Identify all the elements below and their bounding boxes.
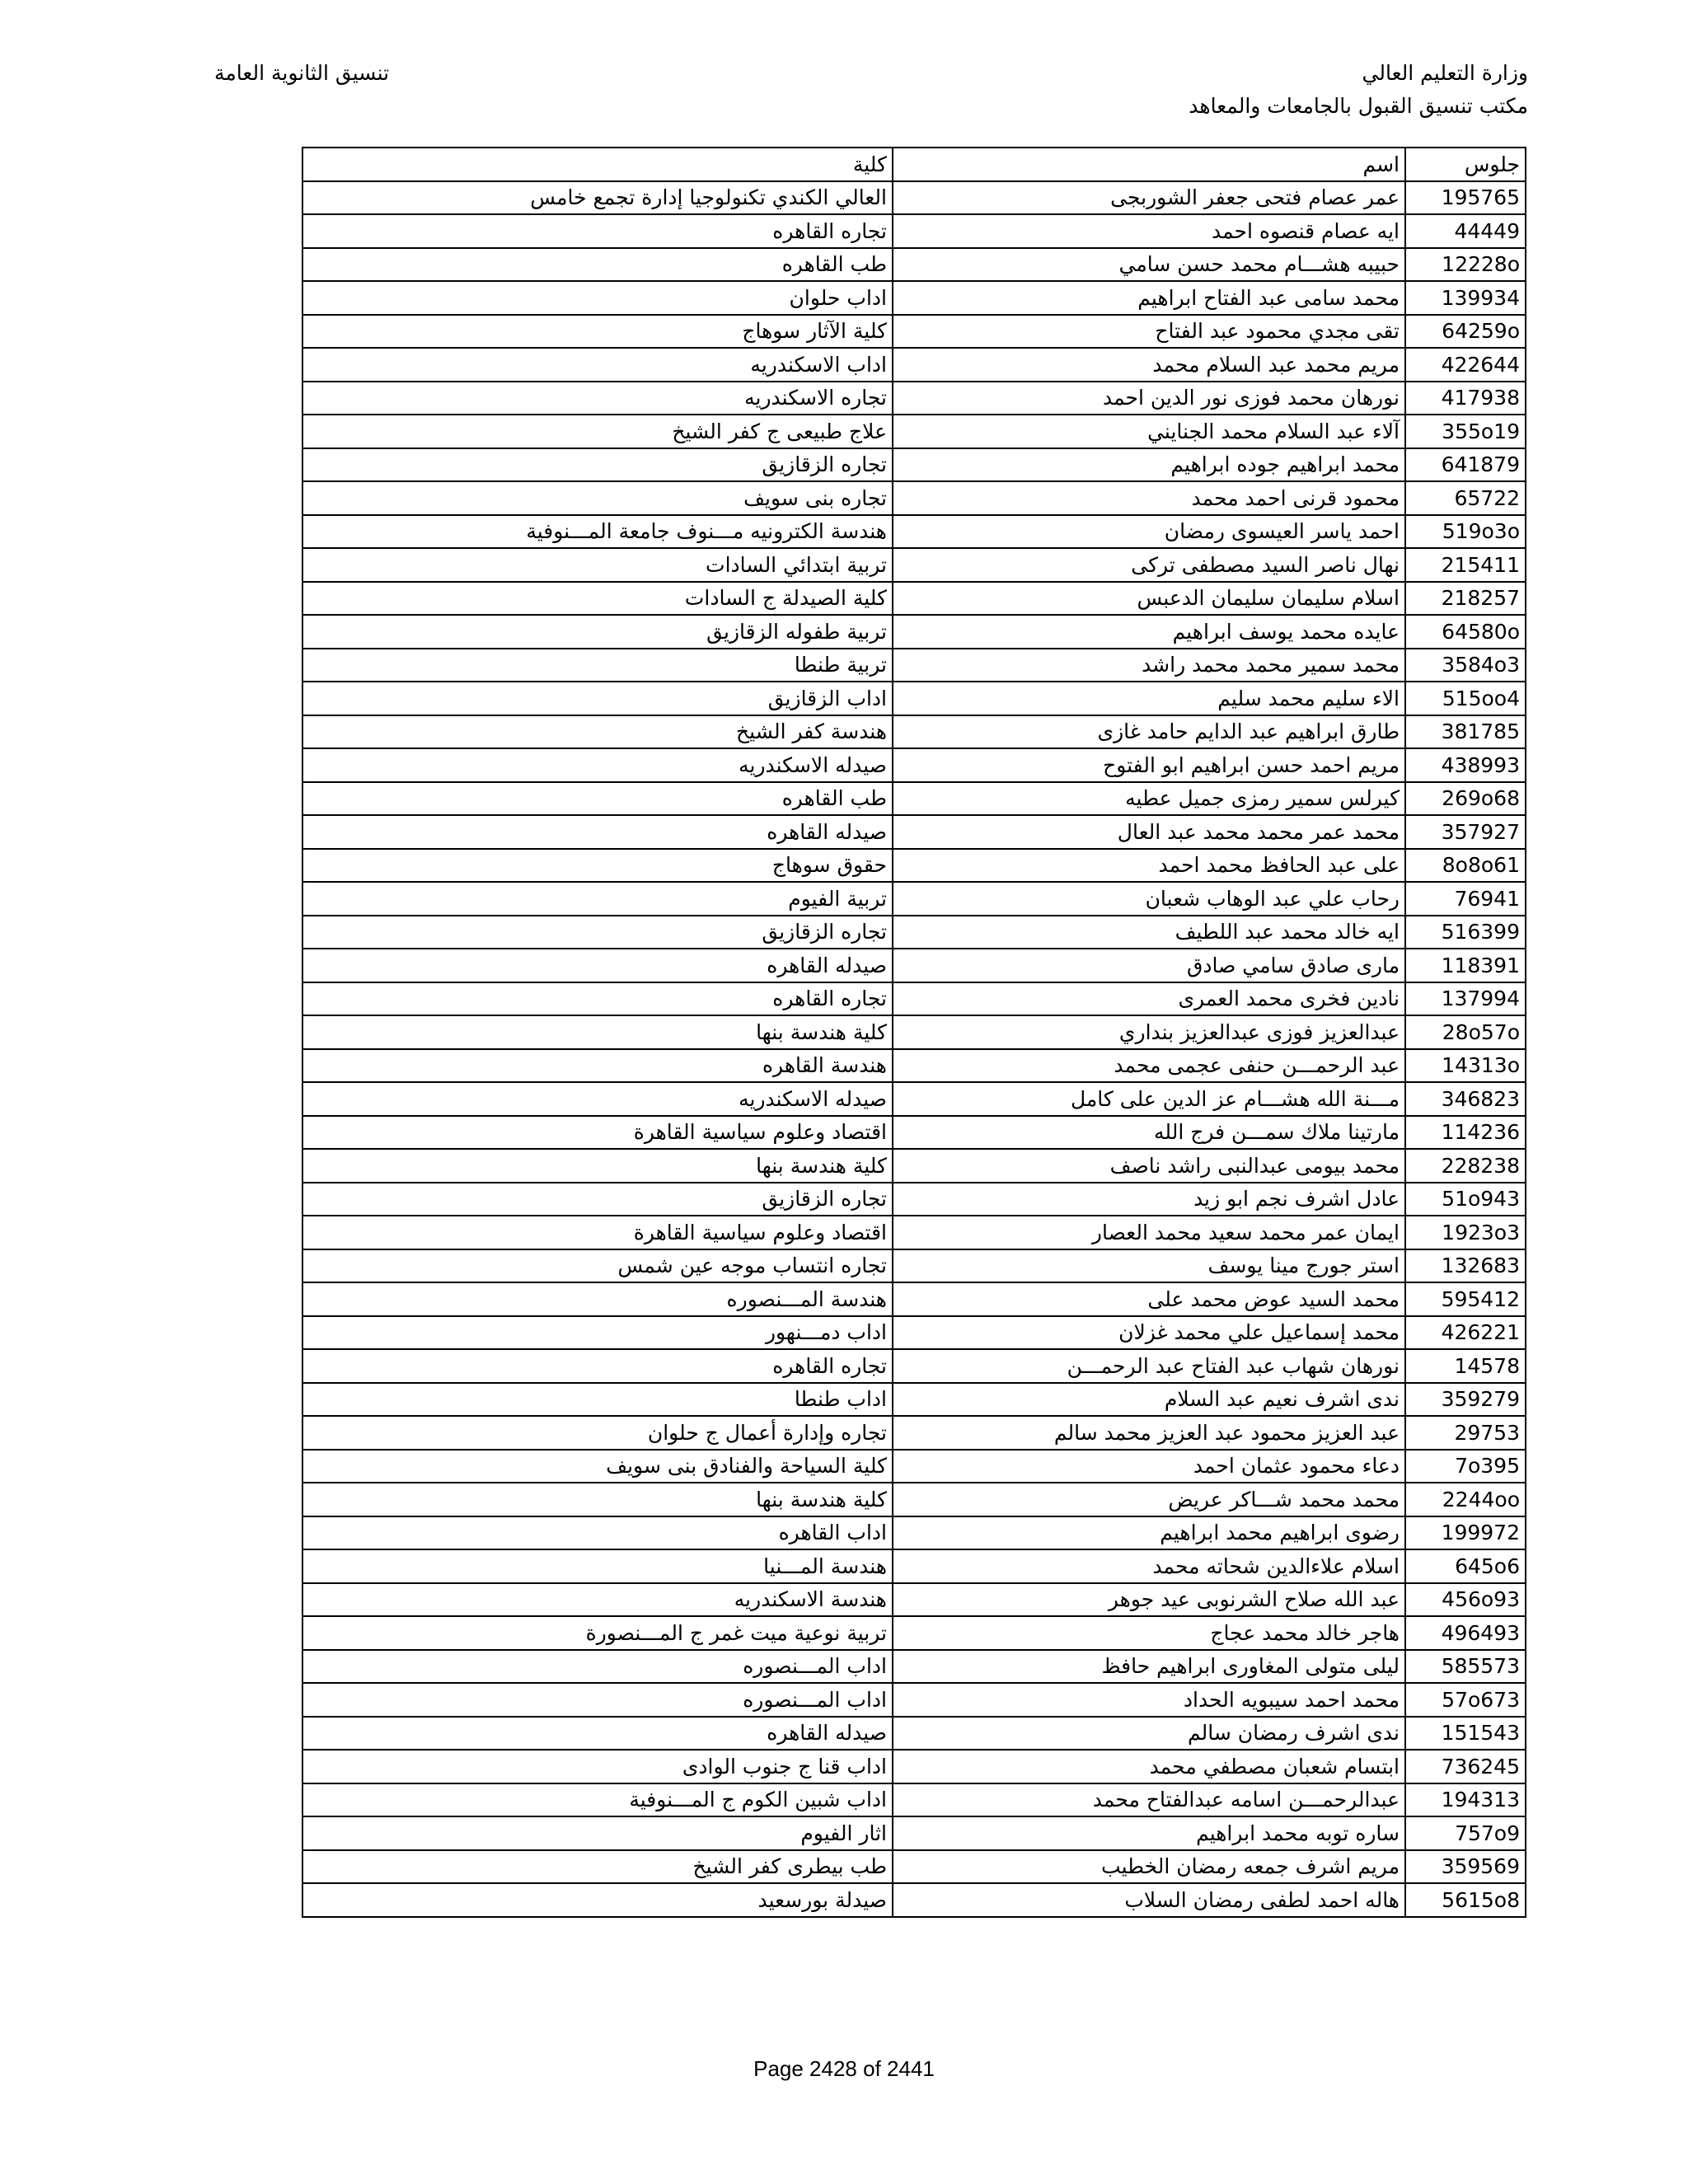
student-name-cell: محمد احمد سيبويه الحداد — [893, 1683, 1405, 1717]
seat-number-cell: 757o9 — [1405, 1816, 1526, 1850]
table-row — [302, 515, 1526, 549]
seat-number-cell: 65722 — [1405, 481, 1526, 515]
table-row — [302, 882, 1526, 916]
seat-number-cell: 1923o3 — [1405, 1216, 1526, 1249]
table-row — [302, 1349, 1526, 1383]
table-row — [302, 649, 1526, 682]
seat-number-cell: 118391 — [1405, 949, 1526, 982]
seat-number-cell: 14578 — [1405, 1349, 1526, 1383]
faculty-cell: هندسة الاسكندريه — [302, 1583, 893, 1617]
student-name-cell: محمد السيد عوض محمد على — [893, 1282, 1405, 1316]
faculty-cell: اداب دمـــنهور — [302, 1316, 893, 1350]
student-name-cell: عبد الرحمـــن حنفى عجمى محمد — [893, 1049, 1405, 1083]
faculty-cell: صيدله الاسكندريه — [302, 1082, 893, 1116]
table-row — [302, 1282, 1526, 1316]
faculty-cell: تجاره القاهره — [302, 1349, 893, 1383]
results-table-body — [302, 148, 1526, 1917]
table-row — [302, 1683, 1526, 1717]
table-row — [302, 1216, 1526, 1249]
student-name-cell: مارتينا ملاك سمـــن فرج الله — [893, 1116, 1405, 1150]
seat-number-cell: 51o943 — [1405, 1183, 1526, 1216]
table-row — [302, 815, 1526, 849]
table-row — [302, 1616, 1526, 1650]
student-name-cell: محمد سامى عبد الفتاح ابراهيم — [893, 281, 1405, 315]
seat-number-cell: 218257 — [1405, 582, 1526, 616]
seat-number-cell: 8o8o61 — [1405, 849, 1526, 883]
seat-number-cell: 585573 — [1405, 1650, 1526, 1684]
student-name-cell: ليلى متولى المغاورى ابراهيم حافظ — [893, 1650, 1405, 1684]
table-row — [302, 1516, 1526, 1550]
seat-number-cell: 132683 — [1405, 1249, 1526, 1283]
faculty-cell: كلية هندسة بنها — [302, 1149, 893, 1183]
seat-number-cell: 195765 — [1405, 181, 1526, 215]
table-row — [302, 748, 1526, 782]
seat-number-cell: 7o395 — [1405, 1450, 1526, 1483]
student-name-cell: عبدالعزيز فوزى عبدالعزيز بنداري — [893, 1015, 1405, 1049]
table-row — [302, 782, 1526, 816]
seat-number-cell: 359569 — [1405, 1850, 1526, 1884]
table-row — [302, 1750, 1526, 1783]
student-name-cell: احمد ياسر العيسوى رمضان — [893, 515, 1405, 549]
student-name-cell: طارق ابراهيم عبد الدايم حامد غازى — [893, 715, 1405, 749]
seat-number-cell: 595412 — [1405, 1282, 1526, 1316]
student-name-cell: على عبد الحافظ محمد احمد — [893, 849, 1405, 883]
student-name-cell: ندى اشرف نعيم عبد السلام — [893, 1383, 1405, 1417]
faculty-cell: تجاره بنى سويف — [302, 481, 893, 515]
faculty-cell: تجاره القاهره — [302, 982, 893, 1016]
student-name-cell: محمود قرنى احمد محمد — [893, 481, 1405, 515]
student-name-cell: نورهان محمد فوزى نور الدين احمد — [893, 382, 1405, 415]
faculty-cell: اداب المـــنصوره — [302, 1683, 893, 1717]
faculty-cell: هندسة المـــنيا — [302, 1549, 893, 1583]
results-table — [302, 147, 1526, 1918]
faculty-cell: اداب طنطا — [302, 1383, 893, 1417]
faculty-cell: علاج طبيعى ج كفر الشيخ — [302, 415, 893, 448]
office-title: مكتب تنسيق القبول بالجامعات والمعاهد — [1189, 94, 1528, 118]
student-name-cell: رضوى ابراهيم محمد ابراهيم — [893, 1516, 1405, 1550]
student-name-cell: ندى اشرف رمضان سالم — [893, 1717, 1405, 1750]
student-name-cell: هاجر خالد محمد عجاج — [893, 1616, 1405, 1650]
student-name-cell: عادل اشرف نجم ابو زيد — [893, 1183, 1405, 1216]
student-name-cell: تقى مجدي محمود عبد الفتاح — [893, 315, 1405, 349]
seat-number-cell: 114236 — [1405, 1116, 1526, 1150]
faculty-cell: تجاره الزقازيق — [302, 916, 893, 949]
faculty-cell: تجاره الزقازيق — [302, 1183, 893, 1216]
ministry-title: وزارة التعليم العالي — [1362, 61, 1528, 85]
faculty-cell: تربية نوعية ميت غمر ج المـــنصورة — [302, 1616, 893, 1650]
student-name-cell: ايه عصام قنصوه احمد — [893, 214, 1405, 248]
seat-number-cell: 194313 — [1405, 1783, 1526, 1817]
seat-number-cell: 28o57o — [1405, 1015, 1526, 1049]
table-row — [302, 1816, 1526, 1850]
faculty-cell: اقتصاد وعلوم سياسية القاهرة — [302, 1116, 893, 1150]
table-row — [302, 615, 1526, 649]
student-name-cell: مارى صادق سامي صادق — [893, 949, 1405, 982]
seat-number-cell: 641879 — [1405, 448, 1526, 482]
table-row — [302, 1783, 1526, 1817]
table-row — [302, 1717, 1526, 1750]
column-header-name: اسم — [893, 148, 1405, 181]
faculty-cell: تربية الفيوم — [302, 882, 893, 916]
student-name-cell: ايه خالد محمد عبد اللطيف — [893, 916, 1405, 949]
student-name-cell: عبد الله صلاح الشرنوبى عيد جوهر — [893, 1583, 1405, 1617]
student-name-cell: عايده محمد يوسف ابراهيم — [893, 615, 1405, 649]
student-name-cell: مريم اشرف جمعه رمضان الخطيب — [893, 1850, 1405, 1884]
seat-number-cell: 422644 — [1405, 348, 1526, 382]
faculty-cell: هندسة الكترونيه مـــنوف جامعة المـــنوفية — [302, 515, 893, 549]
document-title: تنسيق الثانوية العامة — [214, 61, 390, 85]
faculty-cell: كلية الآثار سوهاج — [302, 315, 893, 349]
column-header-seat: جلوس — [1405, 148, 1526, 181]
student-name-cell: عبدالرحمـــن اسامه عبدالفتاح محمد — [893, 1783, 1405, 1817]
table-row — [302, 1116, 1526, 1150]
student-name-cell: مريم احمد حسن ابراهيم ابو الفتوح — [893, 748, 1405, 782]
table-row — [302, 1082, 1526, 1116]
student-name-cell: اسلام سليمان سليمان الدعبس — [893, 582, 1405, 616]
page-number: Page 2428 of 2441 — [753, 2056, 935, 2081]
seat-number-cell: 496493 — [1405, 1616, 1526, 1650]
seat-number-cell: 139934 — [1405, 281, 1526, 315]
faculty-cell: طب القاهره — [302, 782, 893, 816]
seat-number-cell: 3584o3 — [1405, 649, 1526, 682]
table-row — [302, 1416, 1526, 1450]
faculty-cell: هندسة القاهره — [302, 1049, 893, 1083]
faculty-cell: هندسة المـــنصوره — [302, 1282, 893, 1316]
student-name-cell: اسلام علاءالدين شحاته محمد — [893, 1549, 1405, 1583]
table-row — [302, 481, 1526, 515]
seat-number-cell: 426221 — [1405, 1316, 1526, 1350]
faculty-cell: اداب الزقازيق — [302, 682, 893, 715]
table-row — [302, 1450, 1526, 1483]
faculty-cell: كلية هندسة بنها — [302, 1015, 893, 1049]
seat-number-cell: 14313o — [1405, 1049, 1526, 1083]
seat-number-cell: 2244oo — [1405, 1483, 1526, 1516]
table-row — [302, 949, 1526, 982]
table-row — [302, 1049, 1526, 1083]
faculty-cell: اثار الفيوم — [302, 1816, 893, 1850]
seat-number-cell: 519o3o — [1405, 515, 1526, 549]
student-name-cell: نورهان شهاب عبد الفتاح عبد الرحمـــن — [893, 1349, 1405, 1383]
student-name-cell: كيرلس سمير رمزى جميل عطيه — [893, 782, 1405, 816]
table-row — [302, 1015, 1526, 1049]
column-header-faculty: كلية — [302, 148, 893, 181]
faculty-cell: اداب شبين الكوم ج المـــنوفية — [302, 1783, 893, 1817]
student-name-cell: محمد سمير محمد محمد راشد — [893, 649, 1405, 682]
student-name-cell: مـــنة الله هشـــام عز الدين على كامل — [893, 1082, 1405, 1116]
faculty-cell: تجاره انتساب موجه عين شمس — [302, 1249, 893, 1283]
seat-number-cell: 355o19 — [1405, 415, 1526, 448]
seat-number-cell: 438993 — [1405, 748, 1526, 782]
seat-number-cell: 515oo4 — [1405, 682, 1526, 715]
table-row — [302, 582, 1526, 616]
faculty-cell: صيدلة بورسعيد — [302, 1883, 893, 1917]
faculty-cell: اداب القاهره — [302, 1516, 893, 1550]
table-row — [302, 415, 1526, 448]
faculty-cell: كلية السياحة والفنادق بنى سويف — [302, 1450, 893, 1483]
faculty-cell: حقوق سوهاج — [302, 849, 893, 883]
table-row — [302, 916, 1526, 949]
student-name-cell: مريم محمد عبد السلام محمد — [893, 348, 1405, 382]
seat-number-cell: 44449 — [1405, 214, 1526, 248]
table-header-row — [302, 148, 1526, 181]
student-name-cell: هاله احمد لطفى رمضان السلاب — [893, 1883, 1405, 1917]
seat-number-cell: 359279 — [1405, 1383, 1526, 1417]
faculty-cell: كلية هندسة بنها — [302, 1483, 893, 1516]
table-row — [302, 715, 1526, 749]
seat-number-cell: 645o6 — [1405, 1549, 1526, 1583]
student-name-cell: ايمان عمر محمد سعيد محمد العصار — [893, 1216, 1405, 1249]
seat-number-cell: 357927 — [1405, 815, 1526, 849]
student-name-cell: عبد العزيز محمود عبد العزيز محمد سالم — [893, 1416, 1405, 1450]
student-name-cell: محمد إسماعيل علي محمد غزلان — [893, 1316, 1405, 1350]
faculty-cell: تجاره الاسكندريه — [302, 382, 893, 415]
table-row — [302, 548, 1526, 582]
student-name-cell: ساره توبه محمد ابراهيم — [893, 1816, 1405, 1850]
table-row — [302, 1316, 1526, 1350]
faculty-cell: تربية طفوله الزقازيق — [302, 615, 893, 649]
seat-number-cell: 137994 — [1405, 982, 1526, 1016]
table-row — [302, 1383, 1526, 1417]
faculty-cell: العالي الكندي تكنولوجيا إدارة تجمع خامس — [302, 181, 893, 215]
table-row — [302, 248, 1526, 282]
table-row — [302, 1650, 1526, 1684]
table-row — [302, 281, 1526, 315]
table-row — [302, 181, 1526, 215]
faculty-cell: تجاره القاهره — [302, 214, 893, 248]
seat-number-cell: 199972 — [1405, 1516, 1526, 1550]
student-name-cell: محمد ابراهيم جوده ابراهيم — [893, 448, 1405, 482]
seat-number-cell: 417938 — [1405, 382, 1526, 415]
seat-number-cell: 516399 — [1405, 916, 1526, 949]
seat-number-cell: 151543 — [1405, 1717, 1526, 1750]
student-name-cell: محمد عمر محمد محمد عبد العال — [893, 815, 1405, 849]
table-row — [302, 382, 1526, 415]
faculty-cell: اقتصاد وعلوم سياسية القاهرة — [302, 1216, 893, 1249]
table-row — [302, 849, 1526, 883]
student-name-cell: محمد بيومى عبدالنبى راشد ناصف — [893, 1149, 1405, 1183]
faculty-cell: اداب قنا ج جنوب الوادى — [302, 1750, 893, 1783]
student-name-cell: ابتسام شعبان مصطفي محمد — [893, 1750, 1405, 1783]
seat-number-cell: 76941 — [1405, 882, 1526, 916]
faculty-cell: صيدله القاهره — [302, 1717, 893, 1750]
seat-number-cell: 29753 — [1405, 1416, 1526, 1450]
student-name-cell: نهال ناصر السيد مصطفى تركى — [893, 548, 1405, 582]
seat-number-cell: 64580o — [1405, 615, 1526, 649]
seat-number-cell: 346823 — [1405, 1082, 1526, 1116]
faculty-cell: اداب المـــنصوره — [302, 1650, 893, 1684]
table-row — [302, 448, 1526, 482]
faculty-cell: طب بيطرى كفر الشيخ — [302, 1850, 893, 1884]
faculty-cell: صيدله القاهره — [302, 949, 893, 982]
seat-number-cell: 228238 — [1405, 1149, 1526, 1183]
table-row — [302, 982, 1526, 1016]
table-row — [302, 682, 1526, 715]
faculty-cell: طب القاهره — [302, 248, 893, 282]
seat-number-cell: 64259o — [1405, 315, 1526, 349]
student-name-cell: دعاء محمود عثمان احمد — [893, 1450, 1405, 1483]
table-row — [302, 214, 1526, 248]
table-row — [302, 1850, 1526, 1884]
table-row — [302, 348, 1526, 382]
student-name-cell: رحاب علي عبد الوهاب شعبان — [893, 882, 1405, 916]
student-name-cell: استر جورج مينا يوسف — [893, 1249, 1405, 1283]
seat-number-cell: 381785 — [1405, 715, 1526, 749]
faculty-cell: كلية الصيدلة ج السادات — [302, 582, 893, 616]
table-row — [302, 1549, 1526, 1583]
faculty-cell: اداب الاسكندريه — [302, 348, 893, 382]
student-name-cell: عمر عصام فتحى جعفر الشوربجى — [893, 181, 1405, 215]
faculty-cell: تجاره وإدارة أعمال ج حلوان — [302, 1416, 893, 1450]
faculty-cell: صيدله الاسكندريه — [302, 748, 893, 782]
seat-number-cell: 269o68 — [1405, 782, 1526, 816]
table-row — [302, 1249, 1526, 1283]
student-name-cell: الاء سليم محمد سليم — [893, 682, 1405, 715]
seat-number-cell: 215411 — [1405, 548, 1526, 582]
table-row — [302, 1149, 1526, 1183]
table-row — [302, 315, 1526, 349]
table-row — [302, 1583, 1526, 1617]
seat-number-cell: 736245 — [1405, 1750, 1526, 1783]
student-name-cell: محمد محمد شـــاكر عريض — [893, 1483, 1405, 1516]
student-name-cell: آلاء عبد السلام محمد الجنايني — [893, 415, 1405, 448]
faculty-cell: اداب حلوان — [302, 281, 893, 315]
faculty-cell: تجاره الزقازيق — [302, 448, 893, 482]
faculty-cell: هندسة كفر الشيخ — [302, 715, 893, 749]
seat-number-cell: 5615o8 — [1405, 1883, 1526, 1917]
student-name-cell: نادين فخرى محمد العمرى — [893, 982, 1405, 1016]
faculty-cell: تربية طنطا — [302, 649, 893, 682]
student-name-cell: حبيبه هشـــام محمد حسن سامي — [893, 248, 1405, 282]
seat-number-cell: 12228o — [1405, 248, 1526, 282]
faculty-cell: صيدله القاهره — [302, 815, 893, 849]
table-row — [302, 1183, 1526, 1216]
table-row — [302, 1883, 1526, 1917]
table-row — [302, 1483, 1526, 1516]
faculty-cell: تربية ابتدائي السادات — [302, 548, 893, 582]
seat-number-cell: 456o93 — [1405, 1583, 1526, 1617]
seat-number-cell: 57o673 — [1405, 1683, 1526, 1717]
